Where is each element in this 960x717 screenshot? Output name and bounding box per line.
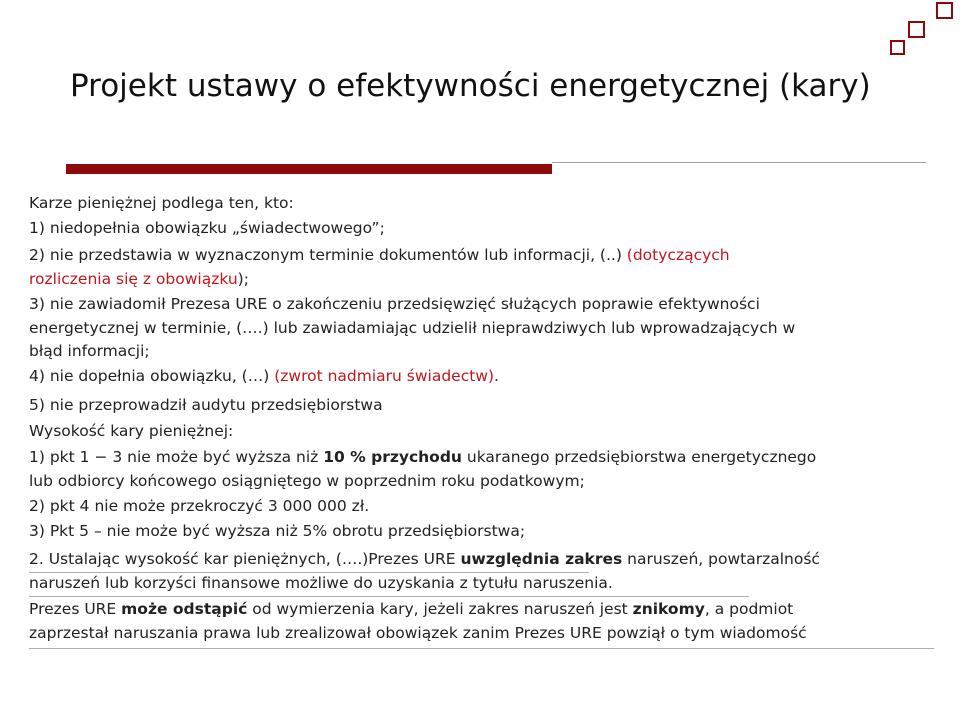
line-penalty-intro: Karze pieniężnej podlega ten, kto: <box>29 194 294 212</box>
line-waiver-end: , a podmiot <box>704 600 794 618</box>
line-item-3: 3) nie zawiadomił Prezesa URE o zakończeniu przedsięwzięć służących poprawie efektywności <box>29 295 760 313</box>
line-penalty-amount: Wysokość kary pieniężnej: <box>29 422 234 440</box>
separator-1 <box>29 572 589 573</box>
line-waiver-cont: zaprzestał naruszania prawa lub zrealizował obowiązek zanim Prezes URE powziął o tym wiadomość <box>29 624 807 642</box>
separator-2 <box>29 596 749 597</box>
line-item-1: 1) niedopełnia obowiązku „świadectwowego”; <box>29 219 385 237</box>
decorative-square-3 <box>890 40 905 55</box>
line-item-4-text: 4) nie dopełnia obowiązku, (…) <box>29 367 275 385</box>
line-amount-1-cont: lub odbiorcy końcowego osiągniętego w poprzednim roku podatkowym; <box>29 472 585 490</box>
line-item-4 <box>29 367 499 385</box>
line-amount-1-rest: ukaranego przedsiębiorstwa energetycznego <box>461 448 817 466</box>
line-point-2-rest: naruszeń, powtarzalność <box>622 550 820 568</box>
line-point-2-bold: uwzględnia zakres <box>460 550 623 568</box>
line-item-2-cont <box>29 270 249 288</box>
separator-3 <box>29 648 934 649</box>
line-item-4-highlight: (zwrot nadmiaru świadectw) <box>274 367 495 385</box>
decorative-square-1 <box>936 2 953 19</box>
line-item-4-end: . <box>494 367 499 385</box>
line-item-2-cont-highlight: rozliczenia się z obowiązku <box>29 270 238 288</box>
line-waiver-bold-1: może odstąpić <box>121 600 248 618</box>
line-waiver-text: Prezes URE <box>29 600 122 618</box>
line-amount-1-text: 1) pkt 1 − 3 nie może być wyższa niż <box>29 448 324 466</box>
line-item-2-text: 2) nie przedstawia w wyznaczonym terminie dokumentów lub informacji, (..) <box>29 246 627 264</box>
line-item-2-highlight: (dotyczących <box>626 246 730 264</box>
line-waiver-mid: od wymierzenia kary, jeżeli zakres naruszeń jest <box>247 600 633 618</box>
line-waiver-bold-2: znikomy <box>632 600 705 618</box>
title-underline-line <box>552 162 926 163</box>
line-item-3-cont: energetycznej w terminie, (….) lub zawiadamiając udzielił nieprawdziwych lub wprowadzających w <box>29 319 796 337</box>
title-underline-bar <box>66 164 552 174</box>
line-amount-3: 3) Pkt 5 – nie może być wyższa niż 5% obrotu przedsiębiorstwa; <box>29 522 526 540</box>
line-point-2-cont: naruszeń lub korzyści finansowe możliwe do uzyskania z tytułu naruszenia. <box>29 574 613 592</box>
slide-title: Projekt ustawy o efektywności energetycznej (kary) <box>70 68 871 104</box>
line-waiver <box>29 600 793 618</box>
line-item-5: 5) nie przeprowadził audytu przedsiębiorstwa <box>29 396 383 414</box>
line-item-3-end: błąd informacji; <box>29 342 150 360</box>
line-item-2 <box>29 246 730 264</box>
line-point-2 <box>29 550 820 568</box>
decorative-square-2 <box>908 21 925 38</box>
line-amount-1 <box>29 448 816 466</box>
line-item-2-cont-text: ); <box>237 270 249 288</box>
line-amount-1-bold: 10 % przychodu <box>323 448 462 466</box>
line-amount-2: 2) pkt 4 nie może przekroczyć 3 000 000 zł. <box>29 497 370 515</box>
line-point-2-text: 2. Ustalając wysokość kar pieniężnych, (….)Prezes URE <box>29 550 461 568</box>
